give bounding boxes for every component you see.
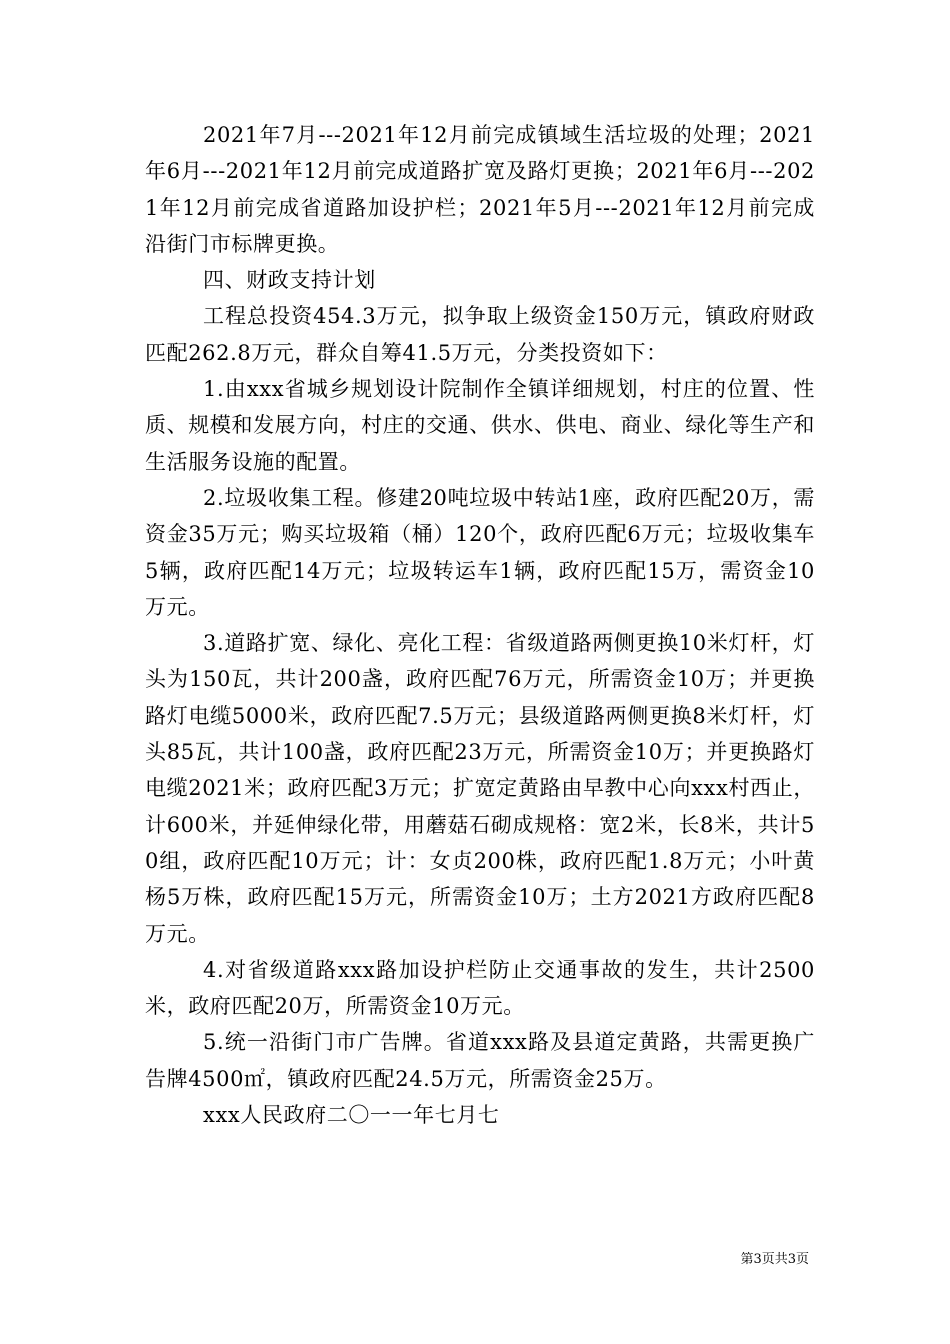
document-body — [145, 117, 815, 1133]
item-4-paragraph: 4.对省级道路xxx路加设护栏防止交通事故的发生，共计2500米，政府匹配20万，所需资金10万元。 — [145, 957, 815, 1019]
item-3-paragraph: 3.道路扩宽、绿化、亮化工程：省级道路两侧更换10米灯杆，灯头为150瓦，共计200盏，政府匹配76万元，所需资金10万；并更换路灯电缆5000米，政府匹配7.5万元；县级道路两侧更换8米灯杆，灯头85瓦，共计100盏，政府匹配23万元，所需资金10万；并更换路灯电缆2021米；政府匹配3万元；扩宽定黄路由早教中心向xxx村西止，计600米，并延伸绿化带，用蘑菇石砌成规格：宽2米，长8米，共计50组，政府匹配10万元；计：女贞200株，政府匹配1.8万元；小叶黄杨5万株，政府匹配15万元，所需资金10万；土方2021方政府匹配8万元。 — [145, 631, 815, 946]
schedule-paragraph: 2021年7月---2021年12月前完成镇域生活垃圾的处理；2021年6月---2021年12月前完成道路扩宽及路灯更换；2021年6月---2021年12月前完成省道路加设护栏；2021年5月---2021年12月前完成沿街门市标牌更换。 — [145, 123, 815, 256]
item-5-paragraph: 5.统一沿街门市广告牌。省道xxx路及县道定黄路，共需更换广告牌4500㎡，镇政府匹配24.5万元，所需资金25万。 — [145, 1030, 815, 1091]
investment-summary-paragraph: 工程总投资454.3万元，拟争取上级资金150万元，镇政府财政匹配262.8万元，群众自筹41.5万元，分类投资如下： — [145, 304, 815, 365]
page-number: 第3页共3页 — [740, 1252, 809, 1267]
item-1-paragraph: 1.由xxx省城乡规划设计院制作全镇详细规划，村庄的位置、性质、规模和发展方向，村庄的交通、供水、供电、商业、绿化等生产和生活服务设施的配置。 — [145, 377, 815, 474]
item-2-paragraph: 2.垃圾收集工程。修建20吨垃圾中转站1座，政府匹配20万，需资金35万元；购买垃圾箱（桶）120个，政府匹配6万元；垃圾收集车5辆，政府匹配14万元；垃圾转运车1辆，政府匹配15万，需资金10万元。 — [145, 485, 815, 619]
signature-line: xxx人民政府二〇一一年七月七 — [203, 1103, 500, 1128]
section-heading: 四、财政支持计划 — [203, 268, 376, 293]
